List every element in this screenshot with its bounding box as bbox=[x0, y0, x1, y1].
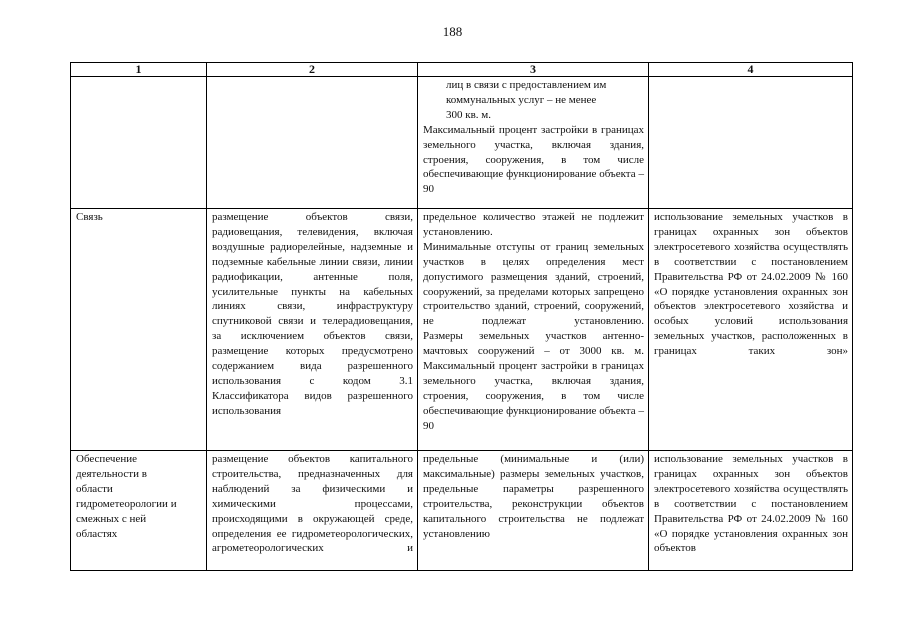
table-row-gidro bbox=[71, 451, 853, 571]
cell-use-description bbox=[207, 77, 418, 209]
indented-paragraph bbox=[423, 78, 644, 123]
text-line: области bbox=[76, 482, 113, 495]
text-line: деятельности в bbox=[76, 467, 147, 480]
table-row-continuation bbox=[71, 77, 853, 209]
cell-use-description: размещение объектов связи, радиовещания, телевидения, включая воздушные радиорелейные, надземные и подземные кабельные линии связи, линии радиофикации, антенные поля, усилительные пункты на кабельных линиях связи, инфраструктуру спутниковой связи и телерадиовещания, за исключением объектов связи, размещение которых предусмотрено содержанием вида разрешенного использования с кодом 3.1 Классификатора видов разрешенного использования bbox=[207, 209, 418, 451]
header-col-3: 3 bbox=[418, 63, 649, 77]
cell-restrictions: использование земельных участков в границах охранных зон объектов электросетевого хозяйства осуществлять в соответствии с постановлением Правительства РФ от 24.02.2009 № 160 «О порядке установления охранных зон объектов электросетевого хозяйства и особых условий использования земельных участков, расположенных в границах таких зон» bbox=[649, 209, 853, 451]
text-line: лиц в связи с предоставлением им bbox=[446, 79, 607, 91]
cell-restrictions bbox=[649, 77, 853, 209]
text-line: гидрометеорологии и bbox=[76, 497, 177, 510]
cell-use-name bbox=[71, 451, 207, 571]
cell-parameters bbox=[418, 209, 649, 451]
cell-use-name bbox=[71, 77, 207, 209]
cell-parameters: предельные (минимальные и (или) максимальные) размеры земельных участков, предельные параметры разрешенного строительства, реконструкции объектов капитального строительства не подлежат установлению bbox=[418, 451, 649, 571]
header-col-1: 1 bbox=[71, 63, 207, 77]
text-line: коммунальных услуг – не менее bbox=[446, 93, 597, 106]
paragraph: Максимальный процент застройки в границах земельного участка, включая здания, строения, сооружения, в том числе обеспечивающие функционирование объекта – 90 bbox=[423, 123, 644, 196]
paragraph: Размеры земельных участков антенно-мачтовых сооружений – от 3000 кв. м. bbox=[423, 330, 644, 358]
regulations-table bbox=[70, 62, 853, 571]
header-col-4: 4 bbox=[649, 63, 853, 77]
text-line: Обеспечение bbox=[76, 453, 137, 465]
header-row bbox=[71, 63, 853, 77]
paragraph: предельное количество этажей не подлежит установлению. bbox=[423, 211, 644, 238]
paragraph: Минимальные отступы от границ земельных участков в целях определения мест допустимого размещения зданий, строений, сооружений, за пределами которых запрещено строительство зданий, строений, сооружений, не подлежат установлению. bbox=[423, 240, 644, 328]
cell-parameters bbox=[418, 77, 649, 209]
table-row-svyaz bbox=[71, 209, 853, 451]
cell-use-description: размещение объектов капитального строительства, предназначенных для наблюдений за физическими и химическими процессами, происходящими в окружающей среде, определения ее гидрометеорологических, агрометеорологических и bbox=[207, 451, 418, 571]
text-line: смежных с ней bbox=[76, 512, 147, 525]
text-line: областях bbox=[76, 527, 118, 540]
text-line: 300 кв. м. bbox=[446, 108, 491, 121]
paragraph: Максимальный процент застройки в границах земельного участка, включая здания, строения, сооружения, в том числе обеспечивающие функционирование объекта – 90 bbox=[423, 360, 644, 432]
cell-restrictions: использование земельных участков в границах охранных зон объектов электросетевого хозяйства осуществлять в соответствии с постановлением Правительства РФ от 24.02.2009 № 160 «О порядке установления охранных зон объектов bbox=[649, 451, 853, 571]
page-number: 188 bbox=[442, 24, 463, 39]
cell-use-name: Связь bbox=[71, 209, 207, 451]
header-col-2: 2 bbox=[207, 63, 418, 77]
